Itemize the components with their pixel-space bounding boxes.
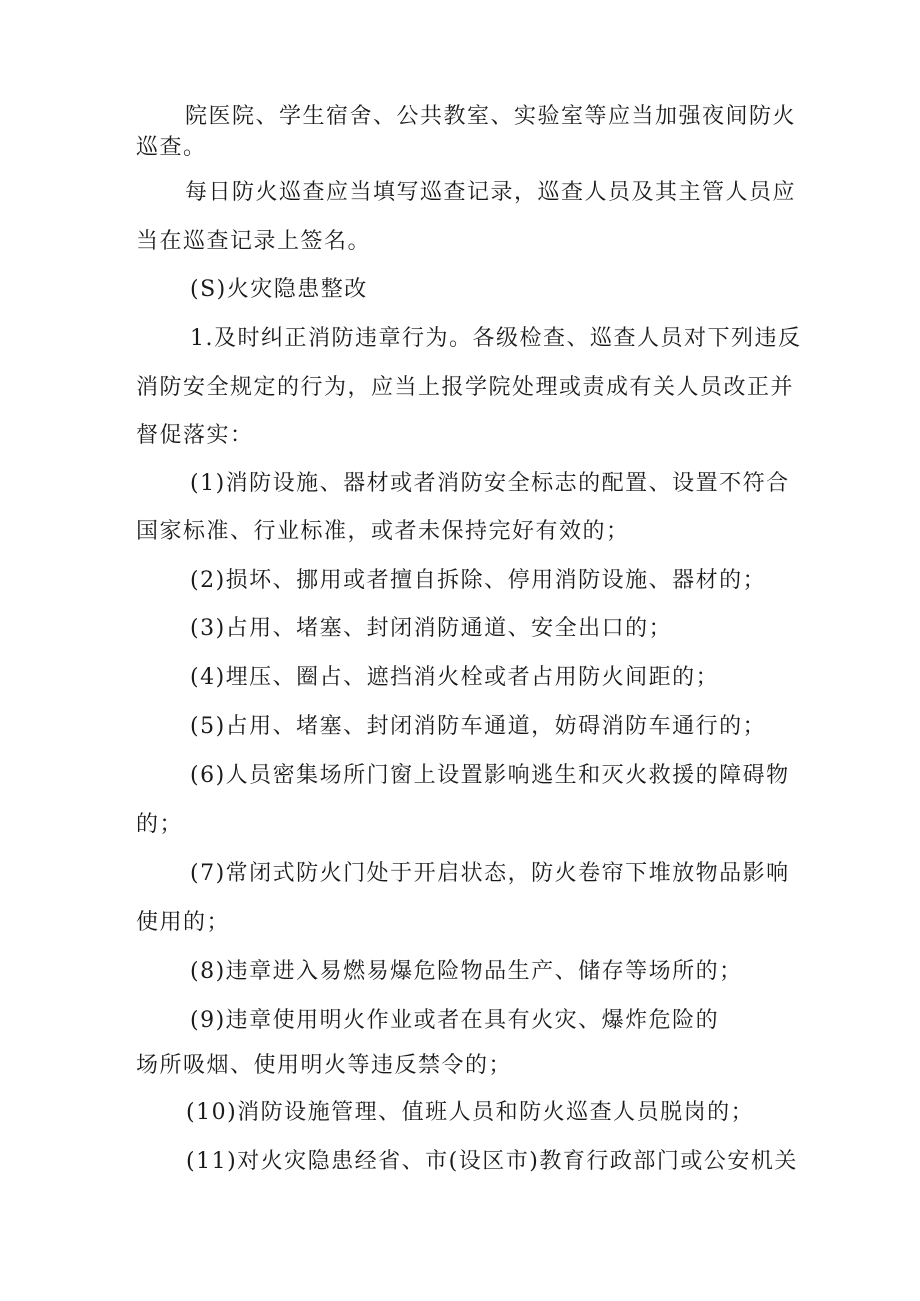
list-item: (5)占用、堵塞、封闭消防车通道，妨碍消防车通行的； <box>190 714 767 739</box>
text-line: 场所吸烟、使用明火等违反禁令的； <box>136 1053 513 1078</box>
section-heading: (S)火灾隐患整改 <box>190 277 368 302</box>
text-line: 督促落实： <box>136 423 254 448</box>
list-item: (11)对火灾隐患经省、市(设区市)教育行政部门或公安机关 <box>186 1149 798 1174</box>
list-item: (4)埋压、圈占、遮挡消火栓或者占用防火间距的； <box>190 665 720 690</box>
text-line: 每日防火巡查应当填写巡查记录，巡查人员及其主管人员应 <box>185 180 797 205</box>
list-item: (6)人员密集场所门窗上设置影响逃生和灭火救援的障碍物 <box>190 763 790 788</box>
list-item: (2)损坏、挪用或者擅自拆除、停用消防设施、器材的； <box>190 568 767 593</box>
text-line: 1.及时纠正消防违章行为。各级检查、巡查人员对下列违反 <box>190 326 802 351</box>
text-line: 的； <box>136 812 184 837</box>
text-line: 巡查。 <box>136 135 207 160</box>
text-line: 国家标准、行业标准，或者未保持完好有效的； <box>136 519 630 544</box>
text-line: 消防安全规定的行为，应当上报学院处理或责成有关人员改正并 <box>136 375 795 400</box>
list-item: (9)违章使用明火作业或者在具有火灾、爆炸危险的 <box>190 1008 720 1033</box>
text-line: 使用的； <box>136 910 231 935</box>
text-line: 当在巡查记录上签名。 <box>136 229 372 254</box>
list-item: (7)常闭式防火门处于开启状态，防火卷帘下堆放物品影响 <box>190 861 790 886</box>
list-item: (10)消防设施管理、值班人员和防火巡查人员脱岗的； <box>186 1100 755 1125</box>
list-item: (8)违章进入易燃易爆危险物品生产、储存等场所的； <box>190 959 743 984</box>
list-item: (3)占用、堵塞、封闭消防通道、安全出口的； <box>190 616 673 641</box>
text-line: 院医院、学生宿舍、公共教室、实验室等应当加强夜间防火 <box>185 104 797 129</box>
list-item: (1)消防设施、器材或者消防安全标志的配置、设置不符合 <box>190 471 790 496</box>
